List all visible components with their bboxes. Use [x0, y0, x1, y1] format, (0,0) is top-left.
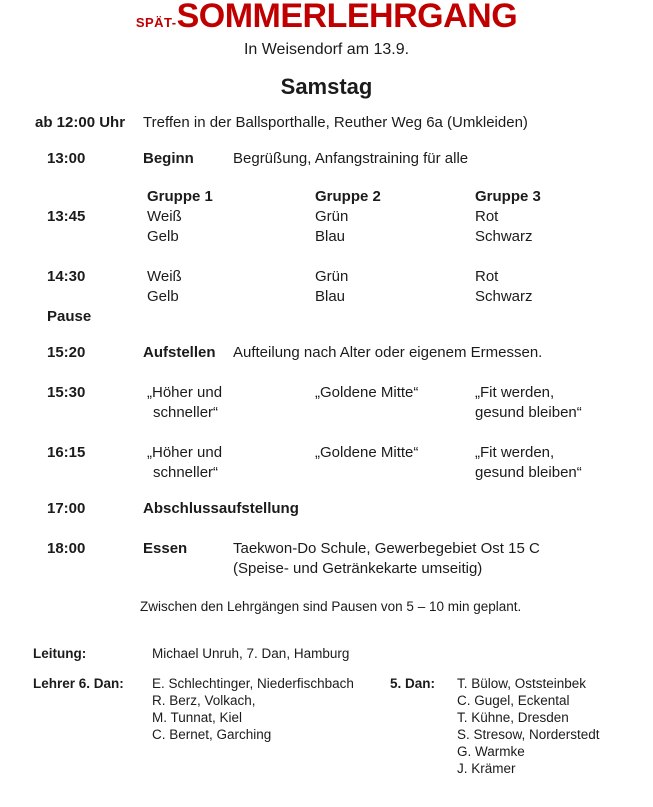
group2-cell: Grün Blau: [315, 208, 349, 245]
title-prefix: SPÄT-: [135, 15, 177, 30]
group1-cell: Weiß Gelb: [147, 208, 182, 245]
lehrer6-names: [152, 675, 390, 743]
time-label: 18:00: [47, 540, 86, 557]
event-label: Beginn: [143, 150, 194, 167]
day-heading: Samstag: [280, 74, 373, 99]
lehrer-name: S. Stresow, Norderstedt: [457, 727, 600, 742]
schedule-row-themes: [0, 383, 653, 423]
schedule-row-colors: [0, 207, 653, 247]
time-label: 17:00: [47, 500, 86, 517]
leitung-value: Michael Unruh, 7. Dan, Hamburg: [152, 646, 350, 661]
group3-cell: „Fit werden, gesund bleiben“: [475, 384, 582, 421]
group2-cell: Grün Blau: [315, 268, 349, 305]
time-label: ab 12:00 Uhr: [35, 114, 126, 131]
time-label: 16:15: [47, 444, 86, 461]
event-label: Aufstellen: [143, 344, 216, 361]
note-text: Zwischen den Lehrgängen sind Pausen von 5 – 10 min geplant.: [140, 599, 522, 614]
group3-header: Gruppe 3: [475, 188, 541, 205]
event-text: Aufteilung nach Alter oder eigenem Ermessen.: [233, 344, 543, 361]
schedule-row-themes: [0, 443, 653, 483]
schedule-row-aufstellen: [0, 343, 653, 363]
group1-cell: „Höher und schneller“: [147, 444, 223, 481]
group1-cell: Weiß Gelb: [147, 268, 182, 305]
time-label: 13:00: [47, 150, 86, 167]
dan5-names: [457, 675, 653, 777]
time-label: 15:30: [47, 384, 86, 401]
lehrer-name: C. Gugel, Eckental: [457, 693, 570, 708]
group-header-row: [0, 187, 653, 207]
time-label: 14:30: [47, 268, 86, 285]
leitung-row: [0, 645, 653, 662]
pause-label: Pause: [47, 308, 92, 325]
dan5-label: 5. Dan:: [390, 676, 436, 691]
lehrer6-label: Lehrer 6. Dan:: [33, 676, 124, 691]
lehrer-name: C. Bernet, Garching: [152, 727, 272, 742]
event-text: Treffen in der Ballsporthalle, Reuther Weg 6a (Umkleiden): [143, 114, 528, 131]
group2-cell: „Goldene Mitte“: [315, 444, 419, 461]
group2-cell: „Goldene Mitte“: [315, 384, 419, 401]
lehrer-name: M. Tunnat, Kiel: [152, 710, 243, 725]
lehrer-name: T. Kühne, Dresden: [457, 710, 569, 725]
subtitle: In Weisendorf am 13.9.: [243, 41, 410, 58]
event-label: Abschlussaufstellung: [143, 500, 299, 517]
schedule-row-essen: [0, 539, 653, 579]
staff-section: [0, 645, 653, 777]
event-label: Essen: [143, 540, 188, 557]
group1-cell: „Höher und schneller“: [147, 384, 223, 421]
schedule-row-meeting: [0, 113, 653, 133]
time-label: 15:20: [47, 344, 86, 361]
document-title: [0, 0, 653, 35]
page-title: SOMMERLEHRGANG: [176, 0, 518, 35]
group1-header: Gruppe 1: [147, 188, 213, 205]
group3-cell: „Fit werden, gesund bleiben“: [475, 444, 582, 481]
time-label: 13:45: [47, 208, 86, 225]
lehrer-name: T. Bülow, Oststeinbek: [457, 676, 587, 691]
schedule-row-begin: [0, 149, 653, 169]
schedule-row-abschluss: [0, 499, 653, 519]
lehrer-row: [0, 675, 653, 777]
lehrer-name: G. Warmke: [457, 744, 525, 759]
lehrer-name: R. Berz, Volkach,: [152, 693, 256, 708]
leitung-label: Leitung:: [33, 646, 87, 661]
group3-cell: Rot Schwarz: [475, 208, 533, 245]
lehrer-name: E. Schlechtinger, Niederfischbach: [152, 676, 354, 691]
event-text: Begrüßung, Anfangstraining für alle: [233, 150, 469, 167]
group3-cell: Rot Schwarz: [475, 268, 533, 305]
lehrer-name: J. Krämer: [457, 761, 516, 776]
schedule-row-colors: [0, 267, 653, 307]
event-text: Taekwon-Do Schule, Gewerbegebiet Ost 15 C (Speise- und Getränkekarte umseitig): [233, 540, 540, 577]
group2-header: Gruppe 2: [315, 188, 381, 205]
